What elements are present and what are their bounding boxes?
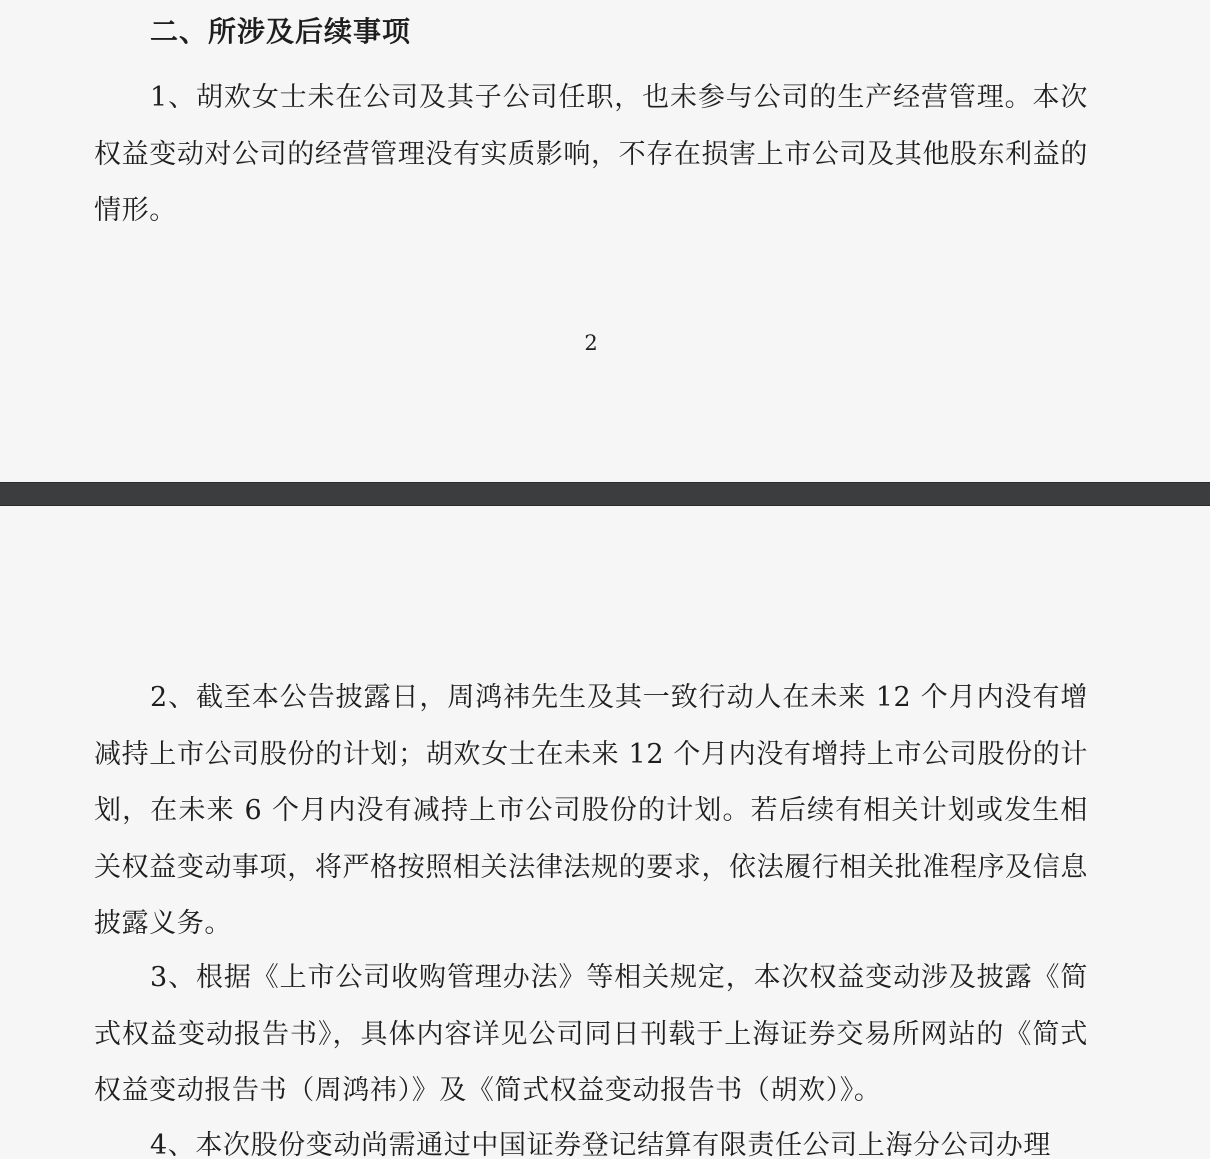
paragraph-3: 3、根据《上市公司收购管理办法》等相关规定，本次权益变动涉及披露《简式权益变动报告书》，具体内容详见公司同日刊载于上海证券交易所网站的《简式权益变动报告书（周鸿祎）》及《简式权益变动报告书（胡欢）》。 <box>94 962 1088 1106</box>
section-heading: 二、所涉及后续事项 <box>150 15 412 48</box>
paragraph-1: 1、胡欢女士未在公司及其子公司任职，也未参与公司的生产经营管理。本次权益变动对公司的经营管理没有实质影响，不存在损害上市公司及其他股东利益的情形。 <box>94 82 1088 226</box>
page-break-divider <box>0 482 1210 506</box>
document-page-top <box>0 0 1210 482</box>
paragraph-2: 2、截至本公告披露日，周鸿祎先生及其一致行动人在未来 12 个月内没有增减持上市公司股份的计划；胡欢女士在未来 12 个月内没有增持上市公司股份的计划，在未来 6 个月内没有减持上市公司股份的计划。若后续有相关计划或发生相关权益变动事项，将严格按照相关法律法规的要求，依法履行相关批准程序及信息披露义务。 <box>94 682 1088 939</box>
page-number: 2 <box>584 331 598 355</box>
paragraph-4: 4、本次股份变动尚需通过中国证券登记结算有限责任公司上海分公司办理 <box>150 1130 1051 1159</box>
